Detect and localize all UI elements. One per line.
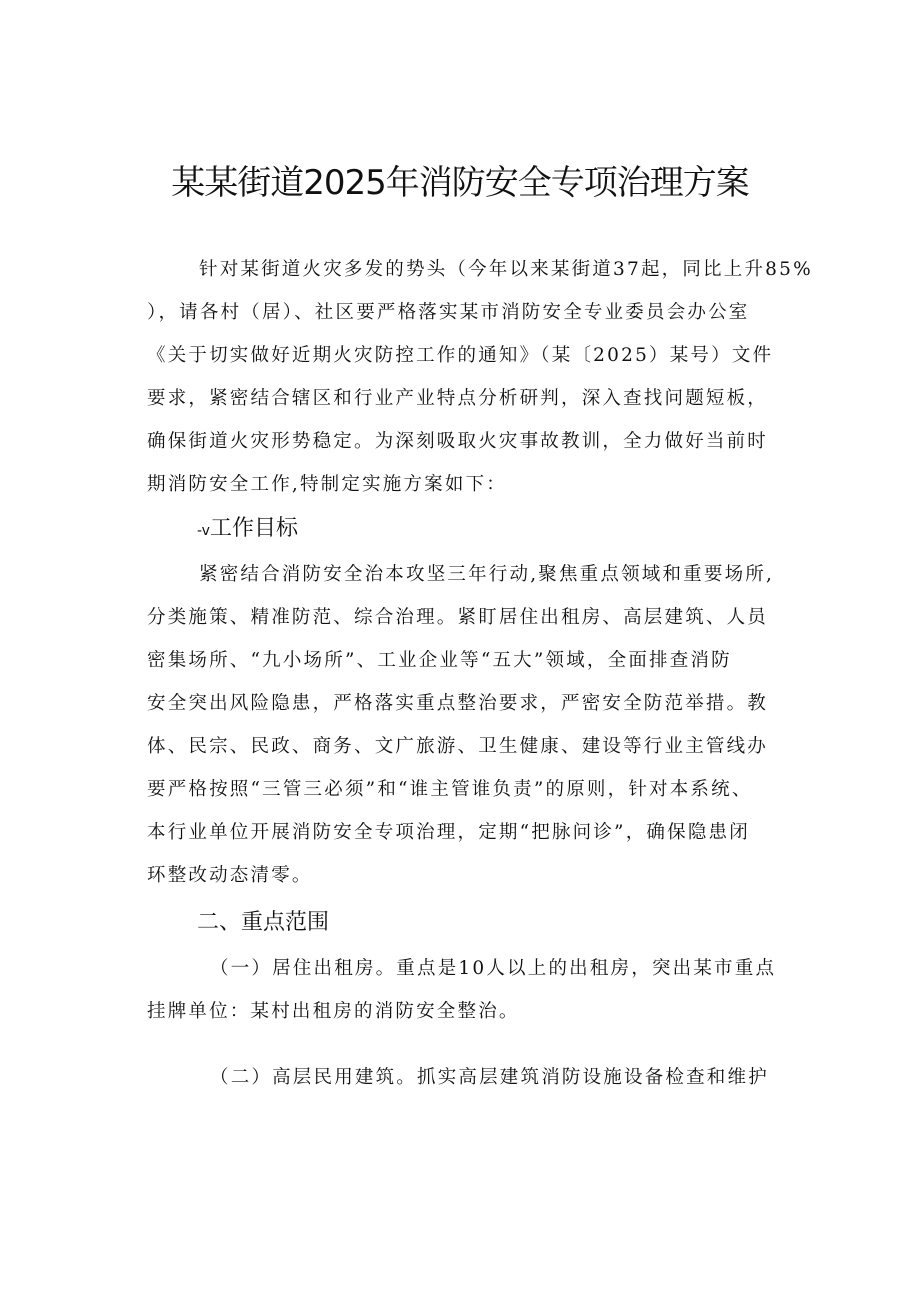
document-title: 某某街道2025年消防安全专项治理方案 xyxy=(171,163,749,203)
section-heading-scope: 二、重点范围 xyxy=(197,910,330,935)
goals-line: 本行业单位开展消防安全专项治理，定期“把脉问诊”，确保隐患闭 xyxy=(147,822,750,843)
intro-line: 《关于切实做好近期火灾防控工作的通知》（某〔2025）某号）文件 xyxy=(147,345,774,366)
goals-line: 紧密结合消防安全治本攻坚三年行动,聚焦重点领域和重要场所, xyxy=(199,564,775,585)
goals-line: 环整改动态清零。 xyxy=(147,865,313,886)
intro-line: 针对某街道火灾多发的势头（今年以来某街道37起，同比上升85% xyxy=(199,259,813,280)
goals-line: 体、民宗、民政、商务、文广旅游、卫生健康、建设等行业主管线办 xyxy=(147,736,769,757)
goals-line: 要严格按照“三管三必须”和“谁主管谁负责”的原则，针对本系统、 xyxy=(147,779,753,800)
goals-line: 分类施策、精准防范、综合治理。紧盯居住出租房、高层建筑、人员 xyxy=(147,607,769,628)
goals-line: 安全突出风险隐患，严格落实重点整治要求，严密安全防范举措。教 xyxy=(147,693,769,714)
intro-line: ），请各村（居）、社区要严格落实某市消防安全专业委员会办公室 xyxy=(147,302,750,323)
scope-line: （一）居住出租房。重点是10人以上的出租房，突出某市重点 xyxy=(210,958,777,979)
scope-line: 挂牌单位：某村出租房的消防安全整治。 xyxy=(147,1001,520,1022)
scope-line: （二）高层民用建筑。抓实高层建筑消防设施设备检查和维护 xyxy=(210,1067,769,1088)
intro-line: 确保街道火灾形势稳定。为深刻吸取火灾事故教训，全力做好当前时 xyxy=(147,431,769,452)
section-title: 工作目标 xyxy=(209,516,298,541)
section-marker: -v xyxy=(197,523,210,539)
goals-line: 密集场所、“九小场所”、工业企业等“五大”领域，全面排查消防 xyxy=(147,650,732,671)
section-heading-goals xyxy=(197,514,298,546)
intro-line: 期消防安全工作,特制定实施方案如下： xyxy=(147,474,507,495)
intro-line: 要求，紧密结合辖区和行业产业特点分析研判，深入查找问题短板， xyxy=(147,388,769,409)
